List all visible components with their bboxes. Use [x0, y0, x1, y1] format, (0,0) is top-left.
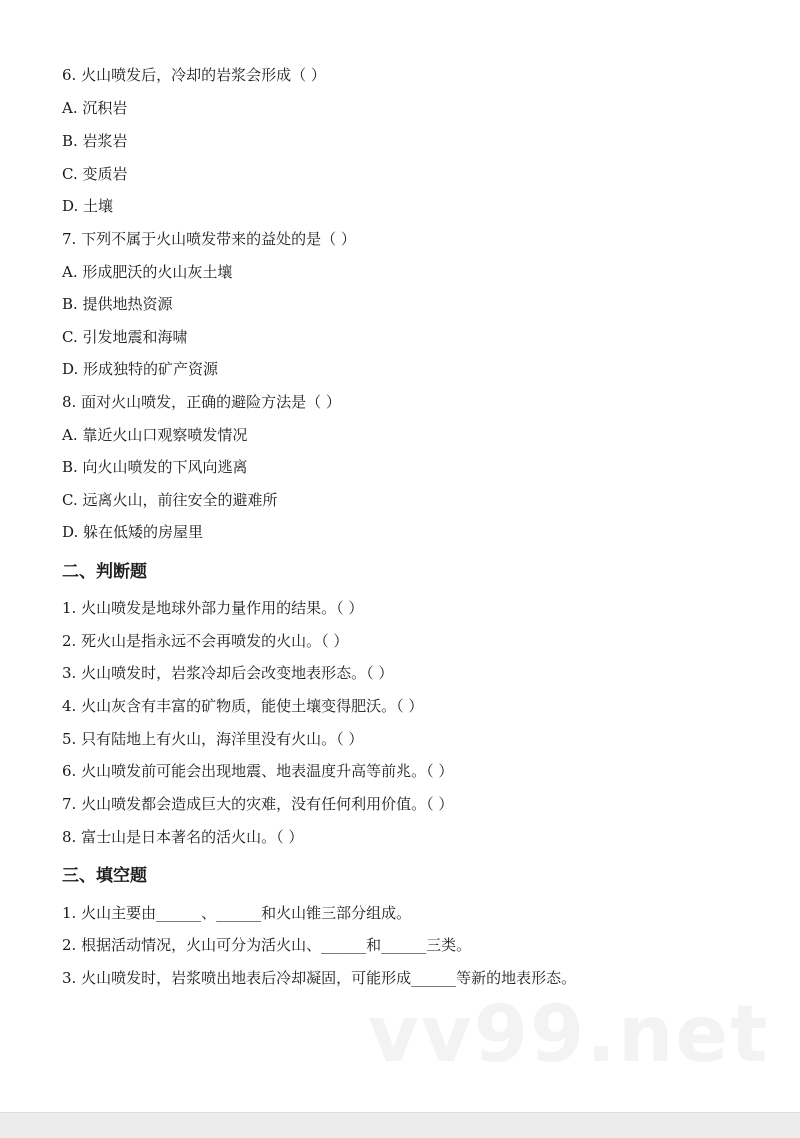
question-stem: 8. 面对火山喷发，正确的避险方法是（ ）	[62, 393, 341, 411]
watermark: vv99.net	[368, 990, 770, 1080]
option-a: A. 形成肥沃的火山灰土壤	[62, 263, 233, 281]
option-a: A. 靠近火山口观察喷发情况	[62, 426, 248, 444]
option-c: C. 远离火山，前往安全的避难所	[62, 491, 278, 509]
option-a: A. 沉积岩	[62, 99, 128, 117]
list-item: 2. 死火山是指永远不会再喷发的火山。（ ）	[62, 632, 349, 650]
list-item: 1. 火山主要由______、______和火山锥三部分组成。	[62, 904, 412, 922]
list-item: 5. 只有陆地上有火山，海洋里没有火山。（ ）	[62, 730, 364, 748]
list-item: 1. 火山喷发是地球外部力量作用的结果。（ ）	[62, 599, 364, 617]
option-d: D. 躲在低矮的房屋里	[62, 523, 204, 541]
list-item: 7. 火山喷发都会造成巨大的灾难，没有任何利用价值。（ ）	[62, 795, 454, 813]
question-stem: 6. 火山喷发后，冷却的岩浆会形成（ ）	[62, 66, 326, 84]
list-item: 8. 富士山是日本著名的活火山。（ ）	[62, 828, 304, 846]
option-b: B. 向火山喷发的下风向逃离	[62, 458, 248, 476]
option-b: B. 岩浆岩	[62, 132, 128, 150]
list-item: 6. 火山喷发前可能会出现地震、地表温度升高等前兆。（ ）	[62, 762, 454, 780]
list-item: 3. 火山喷发时，岩浆冷却后会改变地表形态。（ ）	[62, 664, 394, 682]
section-heading: 二、判断题	[62, 562, 147, 582]
list-item: 3. 火山喷发时，岩浆喷出地表后冷却凝固，可能形成______等新的地表形态。	[62, 969, 577, 987]
list-item: 2. 根据活动情况，火山可分为活火山、______和______三类。	[62, 936, 472, 954]
option-b: B. 提供地热资源	[62, 295, 173, 313]
section-heading: 三、填空题	[62, 866, 147, 886]
option-d: D. 土壤	[62, 197, 114, 215]
list-item: 4. 火山灰含有丰富的矿物质，能使土壤变得肥沃。（ ）	[62, 697, 424, 715]
page-bottom-edge	[0, 1112, 800, 1138]
option-d: D. 形成独特的矿产资源	[62, 360, 219, 378]
question-stem: 7. 下列不属于火山喷发带来的益处的是（ ）	[62, 230, 356, 248]
option-c: C. 引发地震和海啸	[62, 328, 188, 346]
option-c: C. 变质岩	[62, 165, 128, 183]
